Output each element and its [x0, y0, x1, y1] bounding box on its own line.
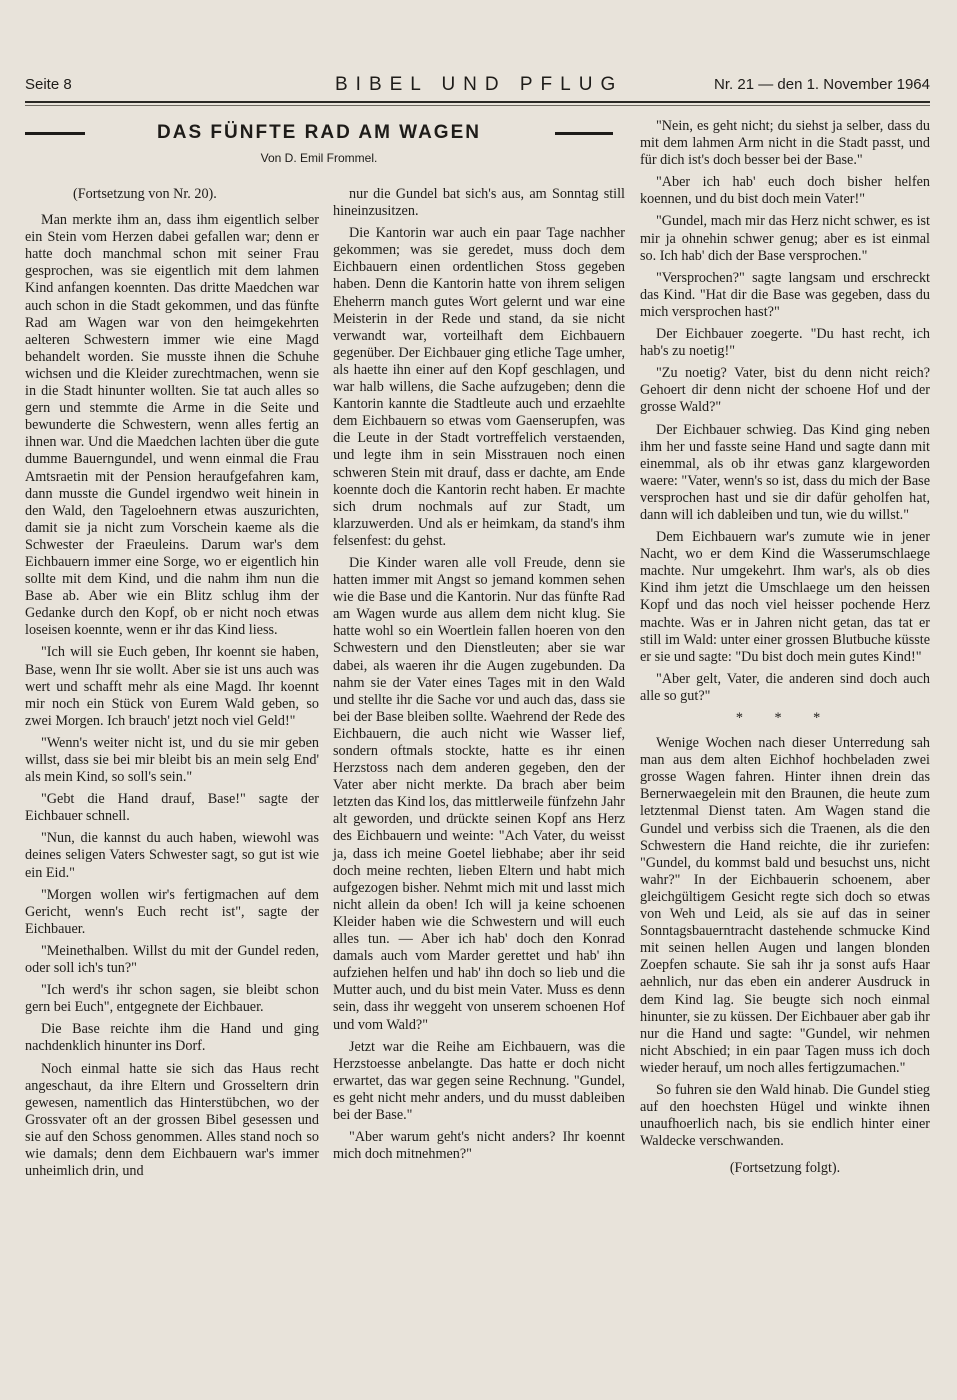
paragraph: "Aber ich hab' euch doch bisher helfen koennen, und du bist doch mein Vater!" [640, 174, 930, 208]
continuation-note: (Fortsetzung von Nr. 20). [73, 186, 217, 202]
paragraph: "Versprochen?" sagte langsam und erschreckt das Kind. "Hat dir die Base was gegeben, dass du mich versprochen hast?" [640, 269, 930, 320]
header-rule [25, 101, 930, 103]
title-bar-right [555, 132, 613, 135]
paragraph: "Gundel, mach mir das Herz nicht schwer, es ist mir ja ohnehin schwer genug; aber es ist einmal so. Ich hab' dich der Base versprochen." [640, 213, 930, 264]
page-number: Seite 8 [25, 76, 72, 93]
publication-title: BIBEL UND PFLUG [335, 74, 624, 95]
article-heading [25, 118, 613, 168]
paragraph: Die Kinder waren alle voll Freude, denn sie hatten immer mit Angst so jemand kommen sehen wie die Base und die Kantorin. Nur das fünfte Rad am Wagen wurde aus allem dem nicht klug. Sie hatte wohl so ein Woertlein fallen hoeren von den Schwestern und den Dienstleuten; aber sie war dabei, als waeren ihr die Augen zugebunden. Da nahm sie der Vater eines Tages mit in den Wald und stellte ihr die Sache vor und auch das, dass sie bei der Base bleiben sollte. Waehrend der Rede des Eichbauern, die auch nicht wie Wasser lief, sondern oftmals stockte, hatte es ihr einen Herzstoss nach dem anderen gegeben, den der Vater aber nicht merkte. Da brach aber beim letzten das Kind los, das mittlerweile fünfzehn Jahr alt geworden, und drückte seinen Kopf ans Herz des Eichbauern und weinte: "Ach Vater, du weisst ja, dass ich meine Goetel liebhabe; aber ihr seid doch meine rechten, lieben Eltern und habt mich aufgezogen bisher. Nehmt mich mit und lasst mich nicht allein da oben! Ich will ja keine schoenen Kleider haben wie die Schwestern und will euch alles tun. — Aber ich hab' doch den Konrad damals auch vom Marder gerettet und hab' ihn aufziehen helfen und hab' ihn doch so lieb und die Mutter auch, und du bist mein Vater. Muss es denn sein, dass ihr weggeht von unserem schoenen Hof und vom Wald?" [333, 554, 625, 1033]
paragraph: Die Base reichte ihm die Hand und ging nachdenklich hinunter ins Dorf. [25, 1021, 319, 1055]
article-byline: Von D. Emil Frommel. [260, 151, 378, 165]
paragraph: Man merkte ihm an, dass ihm eigentlich selber ein Stein vom Herzen dabei gefallen war; denn er hatte doch manchmal schon mit seiner Frau gesprochen, was sie eigentlich mit dem lahmen Kind anfangen koennten. Das dritte Maedchen war auch schon in die Stadt gekommen, und das fünfte Rad am Wagen war von den heimgekehrten aelteren Schwestern immer wie eine Magd behandelt worden. Sie musste ihnen die Schuhe wichsen und die Kleider zurechtmachen, wenn sie in die Stadt hinunter wollten. Sie tat auch alles so gern und stemmte die Arme in die Seite und bewunderte die Schwestern, wenn alles fertig an ihnen war. Und die Maedchen lachten über die gute dumme Bauerngundel, und wenn einmal die Frau Amtsraetin mit der Pension heraufgefahren kam, dann musste die Gundel irgendwo weit hinein in den Wald, den Tageloehnern etwas auszurichten, damit sie ja nicht zum Vorschein kaeme als die Schwester der Fraeuleins. Darum war's dem Eichbauern immer eine Sorge, wo er eigentlich hin sollte mit dem Kind, und die nahm ihm nun die Base ab. Aber wie ein Blitz schlug ihm der Gedanke durch den Kopf, ob er nicht noch etwas loseisen koennte, wenn er ihr das Kind liess. [25, 212, 319, 639]
paragraph: "Ich will sie Euch geben, Ihr koennt sie haben, Base, wenn Ihr sie wollt. Aber sie ist uns auch was wert und schafft mehr als eine Magd. Ihr koennt mir noch ein Stück von Eurem Wald geben, so zwei Morgen. Ich brauch' jetzt noch viel Geld!" [25, 644, 319, 729]
column-3-body [640, 118, 930, 705]
paragraph: Noch einmal hatte sie sich das Haus recht angeschaut, da ihre Eltern und Grosseltern drin gewesen, namentlich das Hinterstübchen, wo der Grossvater oft an der grossen Bibel gesessen und sie auf den Schoss genommen. Alles stand noch so wie damals; denn dem Eichbauern war's immer unheimlich drin, und [25, 1060, 319, 1180]
header-rule-thin [25, 105, 930, 106]
column-2-body [333, 186, 625, 1163]
column-3 [640, 118, 930, 1182]
paragraph: "Aber gelt, Vater, die anderen sind doch auch alle so gut?" [640, 670, 930, 704]
column-1-body [25, 212, 319, 1180]
paragraph: "Nein, es geht nicht; du siehst ja selber, dass du mit dem lahmen Arm nicht in die Stadt passt, und für dich ist's doch besser bei der Base." [640, 118, 930, 169]
issue-date: Nr. 21 — den 1. November 1964 [714, 76, 930, 93]
paragraph: "Ich werd's ihr schon sagen, sie bleibt schon gern bei Euch", entgegnete der Eichbauer. [25, 982, 319, 1016]
section-break: * * * [735, 710, 835, 726]
paragraph: "Wenn's weiter nicht ist, und du sie mir geben willst, dass sie bei mir bleibt bis an mein selg End' als mein Kind, so soll's sein." [25, 734, 319, 786]
paragraph: "Nun, die kannst du auch haben, wiewohl was deines seligen Vaters Schwester sagt, so gut ist wie ein Eid." [25, 830, 319, 881]
paragraph: nur die Gundel bat sich's aus, am Sonntag still hineinzusitzen. [333, 186, 625, 220]
paragraph: "Aber warum geht's nicht anders? Ihr koennt mich doch mitnehmen?" [333, 1129, 625, 1163]
paragraph: "Morgen wollen wir's fertigmachen auf dem Gericht, wenn's Euch recht ist", sagte der Eichbauer. [25, 886, 319, 937]
paragraph: Die Kantorin war auch ein paar Tage nachher gekommen; was sie geredet, muss doch dem Eichbauern einen ordentlichen Stoss gegeben haben. Denn die Kantorin hatte von ihrem seligen Eheherrn manch gutes Wort gelernt und war eine Meisterin in der Rede und stand, da sie nicht verwandt war, vorteilhaft dem Eichbauern gegenüber. Der Eichbauer ging etliche Tage umher, als haette ihn einer auf den Kopf geschlagen, und war halb willens, die Sache aufzugeben; denn die Kantorin kannte die Stadtleute auch und erzaehlte dem Eichbauern so etwas vom Gaenserupfen, was die Leute in der Stadt vortreffelich verstaenden, und legte ihm in sein Misstrauen noch einen schweren Stein mit drauf, dass er dachte, am Ende koennte doch die Kantorin recht haben. Er machte sich drum nochmals auf zur Stadt, um klarzuwerden. Und als er heimkam, da stand's ihm felsenfest: du gehst. [333, 225, 625, 549]
paragraph: Dem Eichbauern war's zumute wie in jener Nacht, wo er dem Kind die Wasserumschlaege machte. Nur umgekehrt. Ihm war's, als ob dies Kind ihm jetzt die Umschlaege um den heissen Kopf und das noch viel heisser pochende Herz machte. Was er in Jahren nicht getan, das tat er still im Wald: unter einer grossen Blutbuche küsste er sie und sagte: "Du bist doch mein gutes Kind!" [640, 529, 930, 665]
paragraph: Der Eichbauer zoegerte. "Du hast recht, ich hab's zu noetig!" [640, 326, 930, 360]
paragraph: So fuhren sie den Wald hinab. Die Gundel stieg auf den hoechsten Hügel und winkte ihnen unaufhoerlich nach, bis sie endlich hinter einer Waldecke verschwanden. [640, 1081, 930, 1150]
paragraph: Jetzt war die Reihe am Eichbauern, was die Herzstoesse anbelangte. Das hatte er doch nicht erwartet, das war gegen seine Rechnung. "Gundel, es geht nicht mehr anders, und du musst dableiben bei der Base." [333, 1038, 625, 1123]
column-3-body-continued [640, 735, 930, 1150]
paragraph: "Zu noetig? Vater, bist du denn nicht reich? Gehoert dir denn nicht der schoene Hof und der grosse Wald?" [640, 365, 930, 416]
paragraph: "Gebt die Hand drauf, Base!" sagte der Eichbauer schnell. [25, 791, 319, 825]
column-1 [25, 186, 319, 1185]
article-title: DAS FÜNFTE RAD AM WAGEN [157, 122, 481, 143]
paragraph: Wenige Wochen nach dieser Unterredung sah man aus dem alten Eichhof hochbeladen zwei grosse Wagen fahren. Hinter ihnen drein das Bernerwaegelein mit den Braunen, die heute zum letztenmal Dienst taten. Am Wagen stand die Gundel und verbiss sich die Traenen, als die den Schwestern die Hand reichte, die ihr zuriefen: "Gundel, du kommst bald und besuchst uns, nicht wahr?" In der Eichbauerin schoenem, aber gleichgültigem Gesicht regte sich doch so etwas von Weh und Leid, als sie auf das in seiner Sonntagsbauerntracht dastehende schmucke Kind mit seinen hellen Augen und langen blonden Zoepfen schaute. Sie sah ihr ja sonst aufs Haar aehnlich, nur das eben ein anderer Ausdruck in dem Kind lag. Sie beugte sich noch einmal hinunter, sie zu küssen. Der Eichbauer aber gab ihr nur die Hand und sagte: "Gundel, wir nehmen nicht Abschied; in ein paar Tagen muss ich doch wieder herauf, um noch alles fertigzumachen." [640, 735, 930, 1076]
page-header [25, 74, 930, 100]
paragraph: "Meinethalben. Willst du mit der Gundel reden, oder soll ich's tun?" [25, 942, 319, 977]
column-2 [333, 186, 625, 1168]
to-be-continued: (Fortsetzung folgt). [729, 1160, 841, 1177]
paragraph: Der Eichbauer schwieg. Das Kind ging neben ihm her und fasste seine Hand und sagte dann mit einemmal, als ob ihr etwas ganz klargeworden waere: "Vater, wenn's so ist, dass du mich der Base versprochen hast und sie dir dafür geholfen hat, dann will ich dableiben und tun, wie du willst." [640, 421, 930, 523]
